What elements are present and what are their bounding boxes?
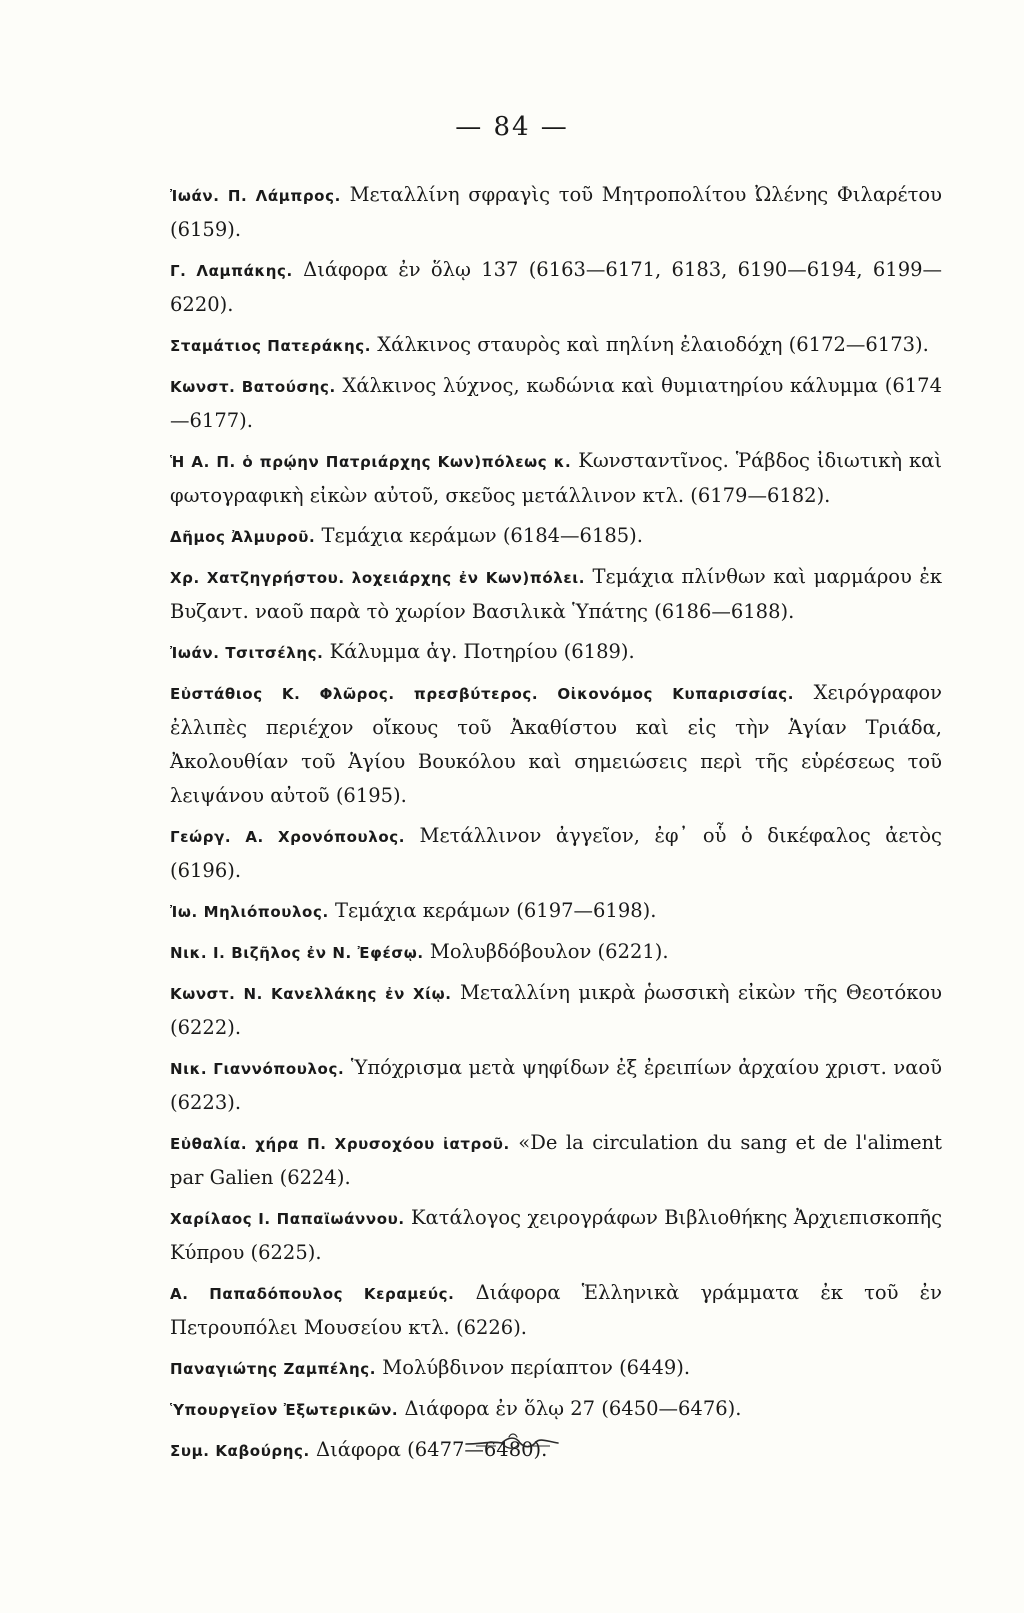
entry-name: Συμ. Καβούρης. bbox=[170, 1442, 310, 1460]
entry-name: Ἡ Α. Π. ὁ πρῴην Πατριάρχης Κων)πόλεως κ. bbox=[170, 453, 572, 471]
entry-text: Χειρόγραφον ἐλλιπὲς περιέχον οἴκους τοῦ Ἀκαθίστου καὶ εἰς τὴν Ἁγίαν Τριάδα, Ἀκολουθίαν τοῦ Ἁγίου Βουκόλου καὶ σημειώσεις περὶ τῆς εὑρέσεως τοῦ λειψάνου αὐτοῦ (6195). bbox=[170, 681, 942, 807]
entry-16 bbox=[170, 1276, 942, 1345]
entry-text: Τεμάχια πλίνθων καὶ μαρμάρου ἐκ Βυζαντ. ναοῦ παρὰ τὸ χωρίον Βασιλικὰ Ὑπάτης (6186—6188). bbox=[170, 565, 943, 623]
entry-10 bbox=[170, 894, 942, 929]
entry-name: Σταμάτιος Πατεράκης. bbox=[170, 337, 372, 355]
entry-text: Διάφορα ἐν ὅλῳ 27 (6450—6476). bbox=[404, 1397, 742, 1420]
entry-text: Διάφορα ἐν ὅλῳ 137 (6163—6171, 6183, 6190—6194, 6199—6220). bbox=[170, 258, 943, 316]
entry-name: Χαρίλαος Ι. Παπαϊωάννου. bbox=[170, 1210, 405, 1228]
entry-text: Τεμάχια κεράμων (6184—6185). bbox=[321, 524, 643, 547]
entry-text: Χάλκινος σταυρὸς καὶ πηλίνη ἐλαιοδόχη (6172—6173). bbox=[377, 333, 929, 356]
entry-5 bbox=[170, 519, 942, 554]
entry-text: Χάλκινος λύχνος, κωδώνια καὶ θυμιατηρίου κάλυμμα (6174—6177). bbox=[170, 374, 942, 432]
entry-text: Μολύβδινον περίαπτον (6449). bbox=[382, 1356, 691, 1379]
entry-3 bbox=[170, 369, 942, 438]
entry-name: Νικ. Γιαννόπουλος. bbox=[170, 1060, 345, 1078]
entry-text: Μετάλλινον ἀγγεῖον, ἐφ᾽ οὗ ὁ δικέφαλος ἀετὸς (6196). bbox=[170, 824, 942, 882]
entry-12 bbox=[170, 976, 942, 1045]
entry-name: Νικ. Ι. Βιζῆλος ἐν Ν. Ἐφέσῳ. bbox=[170, 944, 424, 962]
entry-name: Ὑπουργεῖον Ἐξωτερικῶν. bbox=[170, 1401, 399, 1419]
entry-11 bbox=[170, 935, 942, 970]
entry-text: Διάφορα (6477—6480). bbox=[316, 1438, 548, 1461]
entry-2 bbox=[170, 328, 942, 363]
entry-name: Εὐστάθιος Κ. Φλῶρος. πρεσβύτερος. Οἰκονόμος Κυπαρισσίας. bbox=[170, 685, 795, 703]
entry-text: Κάλυμμα ἁγ. Ποτηρίου (6189). bbox=[329, 640, 635, 663]
entry-8 bbox=[170, 676, 942, 813]
entry-13 bbox=[170, 1051, 942, 1120]
entry-text: Ὑπόχρισμα μετὰ ψηφίδων ἐξ ἐρειπίων ἀρχαίου χριστ. ναοῦ (6223). bbox=[170, 1056, 942, 1114]
ornament-divider bbox=[462, 1428, 562, 1458]
entry-name: Ἰωάν. Τσιτσέλης. bbox=[170, 644, 324, 662]
entry-15 bbox=[170, 1201, 942, 1270]
entry-name: Α. Παπαδόπουλος Κεραμεύς. bbox=[170, 1285, 455, 1303]
entry-name: Εὐθαλία. χήρα Π. Χρυσοχόου ἰατροῦ. bbox=[170, 1135, 510, 1153]
entry-7 bbox=[170, 635, 942, 670]
entry-9 bbox=[170, 819, 942, 888]
entry-name: Γεώργ. Α. Χρονόπουλος. bbox=[170, 828, 406, 846]
entry-17 bbox=[170, 1351, 942, 1386]
page-number: — 84 — bbox=[455, 112, 569, 142]
entry-name: Κωνστ. Ν. Κανελλάκης ἐν Χίῳ. bbox=[170, 985, 452, 1003]
entries-list bbox=[170, 178, 942, 1474]
entry-name: Παναγιώτης Ζαμπέλης. bbox=[170, 1360, 377, 1378]
entry-name: Ἰω. Μηλιόπουλος. bbox=[170, 903, 329, 921]
entry-name: Δῆμος Ἀλμυροῦ. bbox=[170, 528, 316, 546]
entry-name: Κωνστ. Βατούσης. bbox=[170, 378, 336, 396]
entry-0 bbox=[170, 178, 942, 247]
entry-text: Μολυβδόβουλον (6221). bbox=[429, 940, 669, 963]
entry-text: Κωνσταντῖνος. Ῥάβδος ἰδιωτικὴ καὶ φωτογραφικὴ εἰκὼν αὐτοῦ, σκεῦος μετάλλινον κτλ. (6179—6182). bbox=[170, 449, 942, 507]
entry-text: Κατάλογος χειρογράφων Βιβλιοθήκης Ἀρχιεπισκοπῆς Κύπρου (6225). bbox=[170, 1206, 943, 1264]
entry-name: Γ. Λαμπάκης. bbox=[170, 262, 293, 280]
entry-text: Τεμάχια κεράμων (6197—6198). bbox=[334, 899, 657, 922]
entry-name: Ἰωάν. Π. Λάμπρος. bbox=[170, 187, 341, 205]
entry-text: Μεταλλίνη σφραγὶς τοῦ Μητροπολίτου Ὠλένης Φιλαρέτου (6159). bbox=[170, 183, 942, 241]
entry-6 bbox=[170, 560, 942, 629]
entry-18 bbox=[170, 1392, 942, 1427]
entry-text: «De la circulation du sang et de l'aliment par Galien (6224). bbox=[170, 1131, 942, 1189]
entry-4 bbox=[170, 444, 942, 513]
entry-1 bbox=[170, 253, 942, 322]
entry-14 bbox=[170, 1126, 942, 1195]
entry-name: Χρ. Χατζηγρήστου. λοχειάρχης ἐν Κων)πόλει. bbox=[170, 569, 586, 587]
entry-text: Μεταλλίνη μικρὰ ῥωσσικὴ εἰκὼν τῆς Θεοτόκου (6222). bbox=[170, 981, 943, 1039]
entry-text: Διάφορα Ἑλληνικὰ γράμματα ἐκ τοῦ ἐν Πετρουπόλει Μουσείου κτλ. (6226). bbox=[170, 1281, 942, 1339]
